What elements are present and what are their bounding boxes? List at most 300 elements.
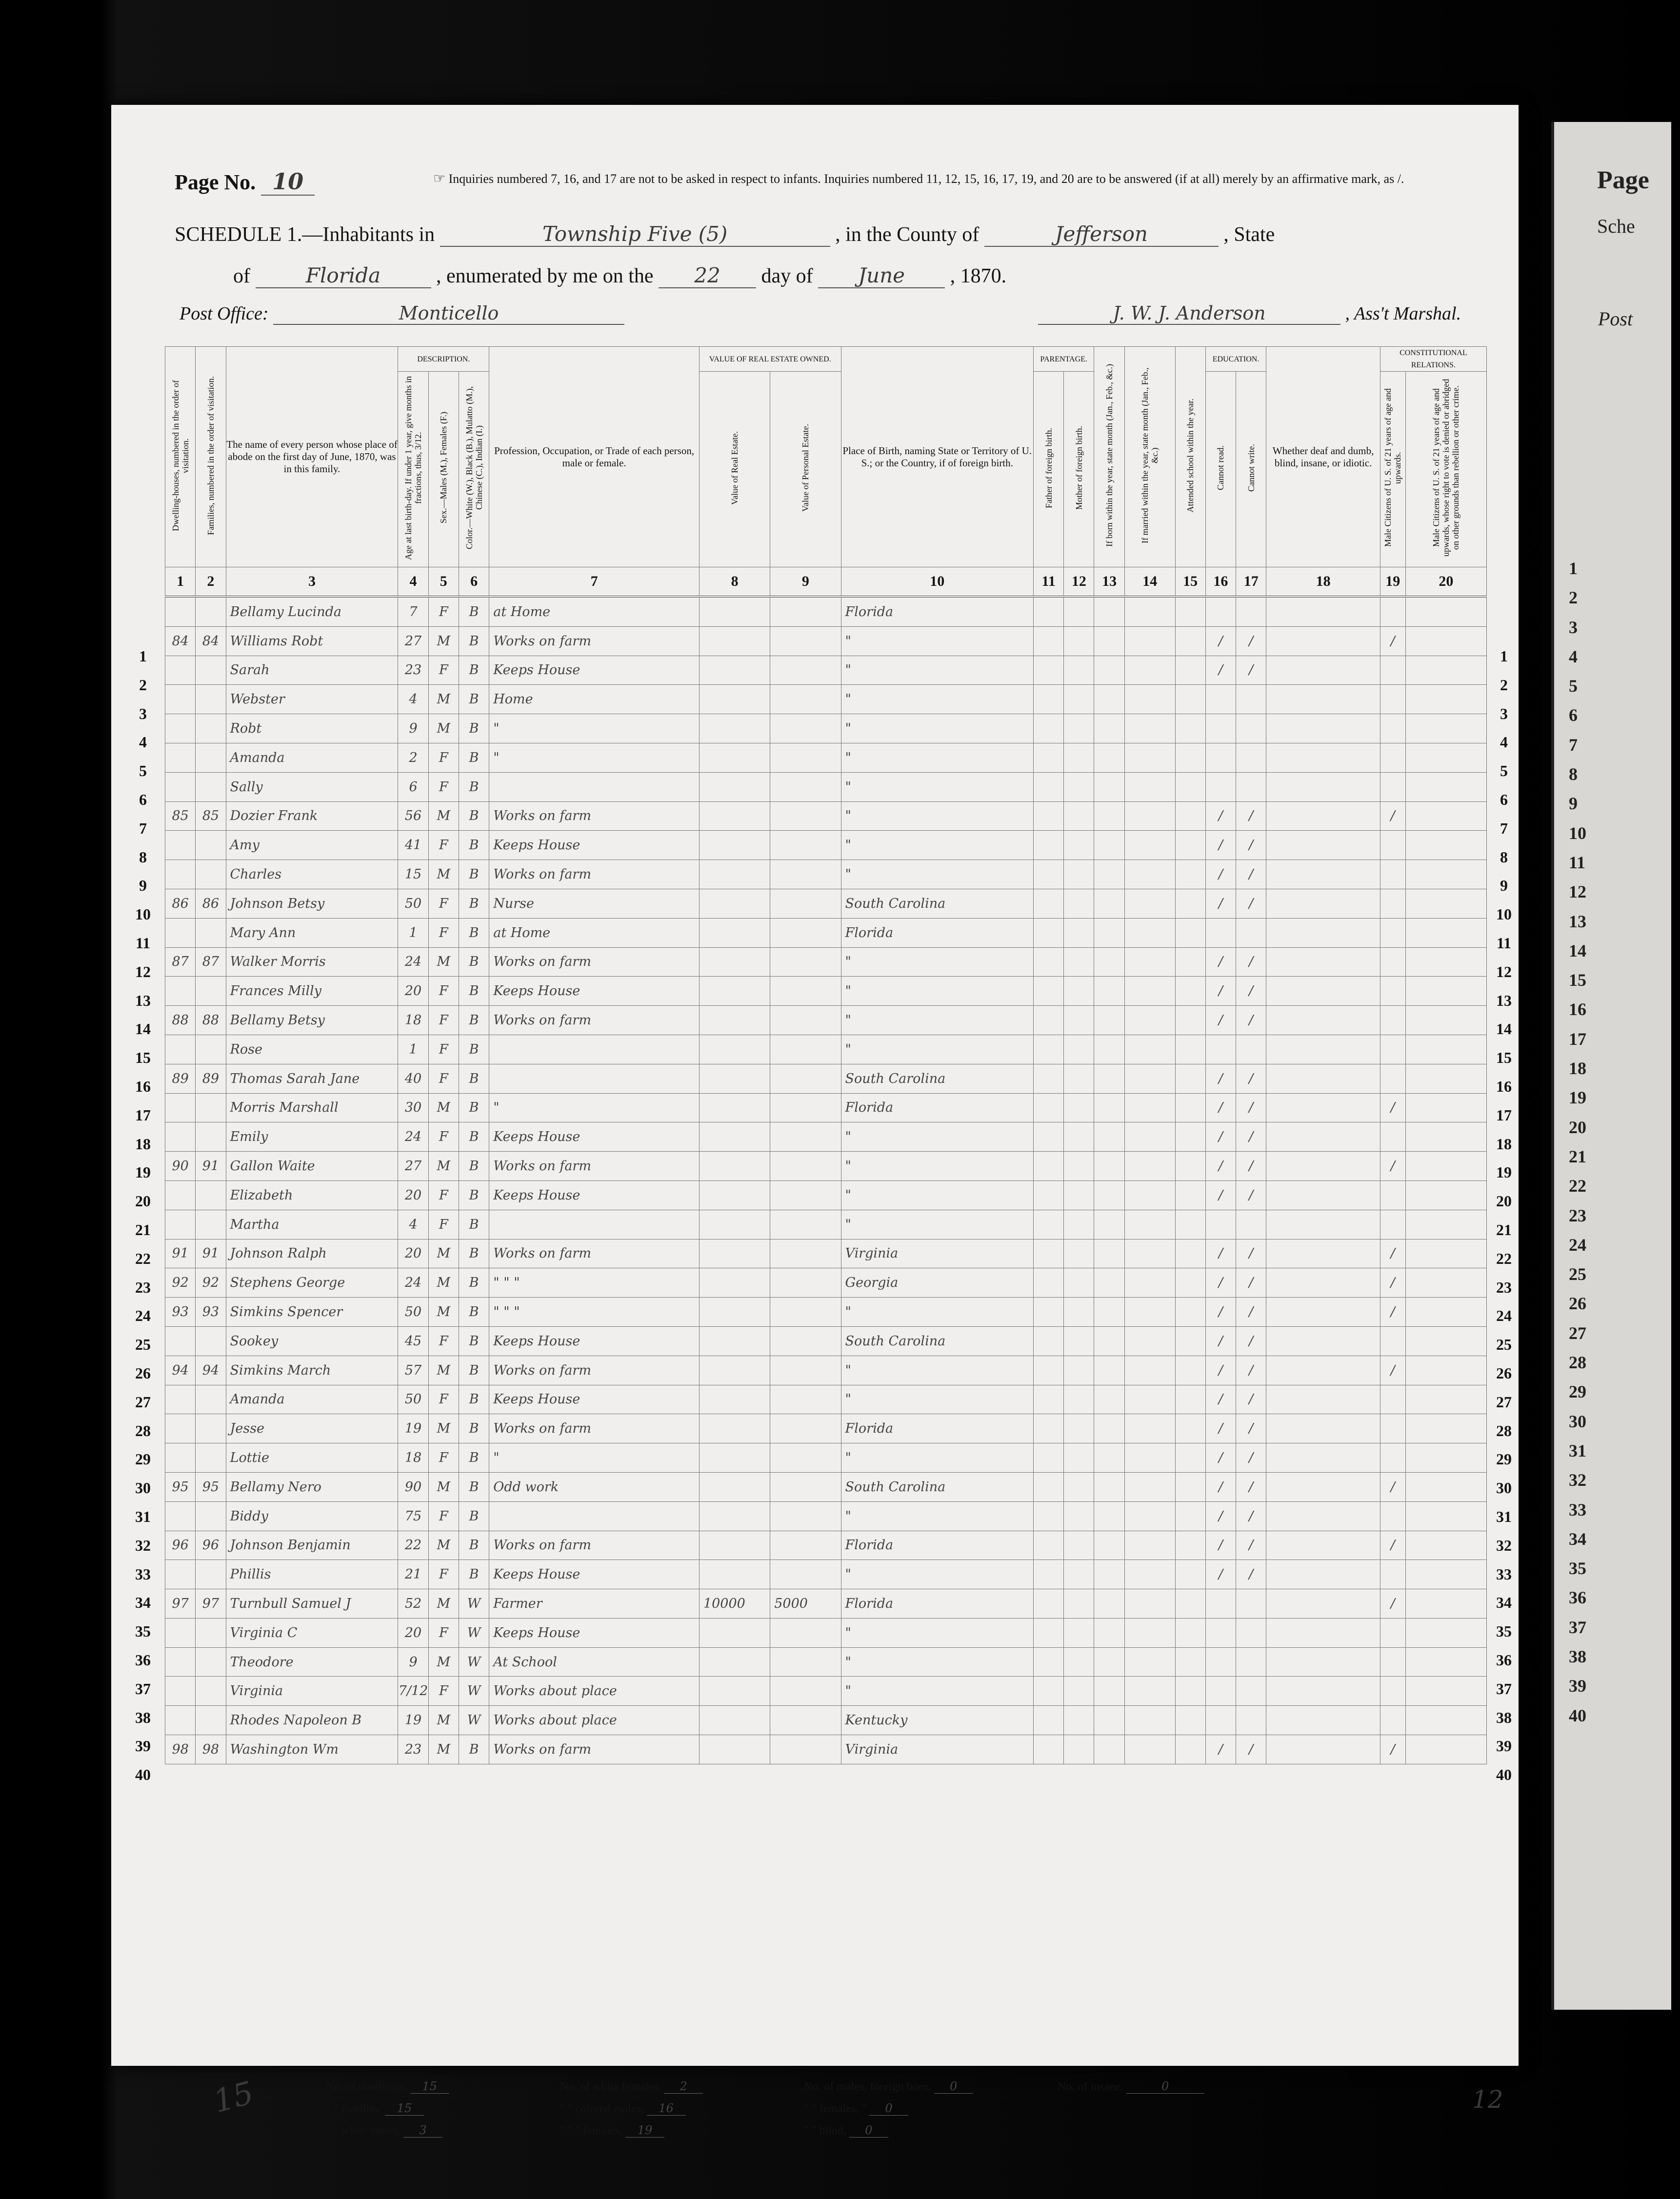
cell-occ: at Home [489, 918, 700, 947]
cell-birth: " [841, 977, 1033, 1006]
cell-sex: M [428, 1356, 459, 1385]
cell-color: B [459, 947, 489, 977]
table-row [165, 1560, 1487, 1589]
cell-d [165, 772, 196, 801]
cell-empty [1124, 1356, 1175, 1385]
cell-d [165, 1122, 196, 1152]
cell-name: Biddy [226, 1501, 398, 1531]
cell-d [165, 685, 196, 714]
adjacent-line-number: 30 [1569, 1411, 1586, 1431]
cell-empty [1094, 1735, 1124, 1764]
cell-empty [1094, 860, 1124, 889]
cell-empty [1175, 1385, 1205, 1414]
cell-empty [1033, 1531, 1063, 1560]
cell-read: / [1205, 947, 1236, 977]
adjacent-line-number: 27 [1569, 1323, 1586, 1343]
cell-f: 95 [196, 1472, 226, 1501]
cell-occ: Keeps House [489, 1180, 700, 1210]
cell-val_real [699, 1180, 770, 1210]
cell-val_real [699, 1677, 770, 1706]
cell-birth: " [841, 685, 1033, 714]
cell-f: 86 [196, 889, 226, 918]
cell-name: Johnson Benjamin [226, 1531, 398, 1560]
cell-name: Dozier Frank [226, 801, 398, 831]
cell-sex: M [428, 1239, 459, 1268]
table-row [165, 947, 1487, 977]
cell-cit [1380, 1501, 1405, 1531]
cell-empty [1064, 1180, 1094, 1210]
cell-age: 50 [398, 1385, 428, 1414]
cell-cit [1380, 714, 1405, 743]
line-number: 40 [135, 1766, 151, 1784]
column-number: 18 [1266, 567, 1380, 597]
cell-write [1236, 743, 1266, 772]
cell-name: Lottie [226, 1443, 398, 1473]
cell-sex: M [428, 1152, 459, 1181]
col-11-header: Father of foreign birth. [1033, 372, 1063, 567]
adjacent-line-number: 23 [1569, 1205, 1586, 1225]
cell-sex: M [428, 1531, 459, 1560]
cell-empty [1094, 1180, 1124, 1210]
cell-write [1236, 772, 1266, 801]
cell-occ: Works on farm [489, 1356, 700, 1385]
line-number: 26 [135, 1364, 151, 1382]
cell-read: / [1205, 1560, 1236, 1589]
table-row [165, 1385, 1487, 1414]
cell-val_real [699, 1735, 770, 1764]
cell-empty [1064, 831, 1094, 860]
cell-occ [489, 1501, 700, 1531]
line-number: 9 [1500, 877, 1508, 895]
col-14-header: If married within the year, state month (Jan., Feb., &c.) [1124, 347, 1175, 567]
line-number: 5 [1500, 762, 1508, 780]
cell-color: B [459, 977, 489, 1006]
line-number: 34 [135, 1594, 151, 1612]
cell-color: B [459, 1006, 489, 1035]
cell-occ: " " " [489, 1298, 700, 1327]
cell-write [1236, 1589, 1266, 1619]
cell-empty [1064, 1618, 1094, 1647]
table-row [165, 1122, 1487, 1152]
cell-empty [1064, 801, 1094, 831]
page-no-label: Page No. [175, 170, 256, 194]
cell-f [196, 1035, 226, 1064]
cell-empty [1064, 1239, 1094, 1268]
table-row [165, 977, 1487, 1006]
table-row [165, 1647, 1487, 1677]
cell-sex: F [428, 1210, 459, 1239]
cell-sex: F [428, 1677, 459, 1706]
cell-empty [1064, 977, 1094, 1006]
cell-sex: F [428, 656, 459, 685]
cell-val_real [699, 1501, 770, 1531]
cell-sex: M [428, 947, 459, 977]
cell-write [1236, 1677, 1266, 1706]
cell-d: 84 [165, 626, 196, 656]
cell-empty [1124, 1589, 1175, 1619]
cell-empty [1064, 626, 1094, 656]
cell-empty [1266, 1677, 1380, 1706]
line-number: 36 [1496, 1651, 1512, 1669]
line-number: 8 [139, 848, 147, 866]
cell-f [196, 918, 226, 947]
census-sheet [111, 105, 1519, 2137]
line-number: 4 [139, 733, 147, 751]
cell-empty [1094, 1443, 1124, 1473]
cell-name: Sally [226, 772, 398, 801]
cell-empty [1124, 1735, 1175, 1764]
cell-val_pers [770, 1152, 841, 1181]
cell-name: Johnson Ralph [226, 1239, 398, 1268]
cell-empty [1405, 801, 1486, 831]
line-number: 7 [1500, 819, 1508, 837]
cell-val_real [699, 831, 770, 860]
cell-empty [1033, 801, 1063, 831]
table-row [165, 656, 1487, 685]
cell-name: Virginia [226, 1677, 398, 1706]
cell-occ: Works on farm [489, 626, 700, 656]
adjacent-post-label: Post [1598, 308, 1633, 330]
cell-f: 93 [196, 1298, 226, 1327]
cell-cit: / [1380, 1531, 1405, 1560]
cell-cit [1380, 1677, 1405, 1706]
cell-empty [1033, 1122, 1063, 1152]
adjacent-line-number: 40 [1569, 1705, 1586, 1725]
cell-d: 92 [165, 1268, 196, 1298]
cell-read: / [1205, 801, 1236, 831]
cell-empty [1064, 743, 1094, 772]
cell-birth: " [841, 1356, 1033, 1385]
cell-empty [1094, 1385, 1124, 1414]
line-number: 6 [139, 791, 147, 808]
cell-val_pers [770, 1356, 841, 1385]
line-number: 40 [1496, 1766, 1512, 1784]
cell-cit [1380, 685, 1405, 714]
cell-empty [1033, 743, 1063, 772]
cell-empty [1124, 772, 1175, 801]
cell-color: B [459, 1210, 489, 1239]
cell-age: 18 [398, 1006, 428, 1035]
cell-d [165, 1706, 196, 1735]
adjacent-line-number: 3 [1569, 617, 1578, 637]
cell-empty [1266, 772, 1380, 801]
cell-occ: Works about place [489, 1677, 700, 1706]
column-number: 7 [489, 567, 700, 597]
cell-read: / [1205, 656, 1236, 685]
line-number: 25 [1496, 1336, 1512, 1354]
cell-empty [1266, 1152, 1380, 1181]
cell-d: 88 [165, 1006, 196, 1035]
cell-empty [1124, 1152, 1175, 1181]
cell-empty [1405, 1239, 1486, 1268]
cell-write: / [1236, 1531, 1266, 1560]
cell-birth: Florida [841, 1414, 1033, 1443]
column-number: 6 [459, 567, 489, 597]
cell-empty [1266, 1735, 1380, 1764]
cell-val_real: 10000 [699, 1589, 770, 1619]
cell-empty [1124, 1706, 1175, 1735]
cell-color: B [459, 626, 489, 656]
table-row [165, 597, 1487, 626]
cell-val_real [699, 626, 770, 656]
cell-occ: " " " [489, 1268, 700, 1298]
col-6-header: Color.—White (W.), Black (B.), Mulatto (M.), Chinese (C.), Indian (I.) [459, 372, 489, 567]
cell-d [165, 714, 196, 743]
cell-val_real [699, 1531, 770, 1560]
cell-val_real [699, 1035, 770, 1064]
cell-read: / [1205, 1180, 1236, 1210]
cell-empty [1064, 597, 1094, 626]
cell-empty [1124, 1501, 1175, 1531]
cell-empty [1175, 714, 1205, 743]
cell-empty [1124, 626, 1175, 656]
line-number: 21 [135, 1221, 151, 1239]
cell-name: Amanda [226, 743, 398, 772]
cell-cit [1380, 977, 1405, 1006]
cell-empty [1033, 1093, 1063, 1122]
cell-empty [1266, 1093, 1380, 1122]
cell-empty [1266, 656, 1380, 685]
column-number: 19 [1380, 567, 1405, 597]
cell-f [196, 1093, 226, 1122]
cell-d: 94 [165, 1356, 196, 1385]
cell-f: 96 [196, 1531, 226, 1560]
cell-color: B [459, 1064, 489, 1093]
cell-color: B [459, 714, 489, 743]
summary-dwellings: No. of dwellings, 15 [326, 2079, 449, 2094]
cell-sex: M [428, 801, 459, 831]
cell-occ: Keeps House [489, 831, 700, 860]
cell-empty [1266, 597, 1380, 626]
line-number: 20 [1496, 1192, 1512, 1210]
cell-sex: F [428, 1326, 459, 1356]
cell-empty [1064, 1122, 1094, 1152]
cell-f: 84 [196, 626, 226, 656]
day-of-label: day of [761, 265, 813, 287]
line-number: 2 [1500, 676, 1508, 694]
cell-read [1205, 1706, 1236, 1735]
cell-sex: M [428, 1298, 459, 1327]
cell-sex: F [428, 1180, 459, 1210]
cell-f: 98 [196, 1735, 226, 1764]
cell-cit [1380, 889, 1405, 918]
cell-write: / [1236, 831, 1266, 860]
cell-birth: Florida [841, 1531, 1033, 1560]
cell-val_real [699, 656, 770, 685]
adjacent-line-number: 34 [1569, 1529, 1586, 1549]
cell-empty [1124, 685, 1175, 714]
cell-empty [1124, 1560, 1175, 1589]
cell-empty [1175, 1152, 1205, 1181]
cell-empty [1405, 977, 1486, 1006]
cell-empty [1033, 831, 1063, 860]
cell-empty [1064, 772, 1094, 801]
cell-f [196, 1385, 226, 1414]
cell-birth: " [841, 1180, 1033, 1210]
cell-empty [1124, 1531, 1175, 1560]
cell-age: 40 [398, 1064, 428, 1093]
cell-empty [1175, 947, 1205, 977]
cell-empty [1405, 685, 1486, 714]
cell-empty [1175, 1093, 1205, 1122]
cell-empty [1266, 1180, 1380, 1210]
column-number: 5 [428, 567, 459, 597]
table-row [165, 1064, 1487, 1093]
cell-color: B [459, 1501, 489, 1531]
cell-val_real [699, 714, 770, 743]
table-row [165, 831, 1487, 860]
cell-name: Williams Robt [226, 626, 398, 656]
table-row [165, 1326, 1487, 1356]
cell-write [1236, 1210, 1266, 1239]
cell-age: 1 [398, 1035, 428, 1064]
cell-write [1236, 1647, 1266, 1677]
cell-color: B [459, 831, 489, 860]
column-number: 12 [1064, 567, 1094, 597]
marshal-signature: J. W. J. Anderson [1038, 302, 1340, 325]
adjacent-line-number: 14 [1569, 940, 1586, 960]
summary-white-females: No. of white females, 2 [560, 2079, 703, 2094]
cell-val_pers [770, 685, 841, 714]
cell-empty [1033, 1501, 1063, 1531]
cell-empty [1405, 1560, 1486, 1589]
cell-empty [1064, 1414, 1094, 1443]
cell-empty [1175, 1180, 1205, 1210]
line-number: 35 [135, 1622, 151, 1640]
cell-read: / [1205, 1152, 1236, 1181]
cell-occ: Nurse [489, 889, 700, 918]
cell-empty [1405, 597, 1486, 626]
cell-d [165, 1677, 196, 1706]
cell-empty [1033, 1589, 1063, 1619]
cell-write: / [1236, 1443, 1266, 1473]
cell-age: 90 [398, 1472, 428, 1501]
cell-occ: " [489, 1093, 700, 1122]
cell-birth: South Carolina [841, 889, 1033, 918]
cell-birth: " [841, 656, 1033, 685]
cell-name: Turnbull Samuel J [226, 1589, 398, 1619]
cell-write: / [1236, 1472, 1266, 1501]
cell-empty [1094, 977, 1124, 1006]
line-number: 11 [1496, 934, 1512, 952]
cell-name: Stephens George [226, 1268, 398, 1298]
cell-d [165, 1093, 196, 1122]
cell-f [196, 1647, 226, 1677]
cell-color: B [459, 772, 489, 801]
cell-f [196, 743, 226, 772]
cell-name: Sarah [226, 656, 398, 685]
cell-name: Simkins Spencer [226, 1298, 398, 1327]
cell-empty [1405, 1006, 1486, 1035]
cell-empty [1175, 1239, 1205, 1268]
cell-write: / [1236, 801, 1266, 831]
cell-name: Amanda [226, 1385, 398, 1414]
cell-occ [489, 1210, 700, 1239]
cell-read: / [1205, 889, 1236, 918]
cell-empty [1094, 1064, 1124, 1093]
cell-age: 20 [398, 1239, 428, 1268]
cell-d [165, 918, 196, 947]
cell-d: 87 [165, 947, 196, 977]
table-row [165, 1035, 1487, 1064]
col-7-header: Profession, Occupation, or Trade of each person, male or female. [489, 347, 700, 567]
cell-name: Robt [226, 714, 398, 743]
cell-color: B [459, 918, 489, 947]
cell-occ: Works on farm [489, 1006, 700, 1035]
cell-name: Emily [226, 1122, 398, 1152]
cell-f [196, 685, 226, 714]
cell-read: / [1205, 626, 1236, 656]
cell-val_real [699, 1385, 770, 1414]
adjacent-line-number: 33 [1569, 1499, 1586, 1519]
cell-empty [1405, 1618, 1486, 1647]
adjacent-line-number: 32 [1569, 1470, 1586, 1490]
cell-empty [1175, 1560, 1205, 1589]
cell-age: 21 [398, 1560, 428, 1589]
cell-name: Sookey [226, 1326, 398, 1356]
cell-empty [1266, 1326, 1380, 1356]
cell-empty [1266, 1356, 1380, 1385]
line-number: 30 [135, 1479, 151, 1497]
summary-white-males: " " white males, 3 [326, 2123, 442, 2138]
census-rows [165, 597, 1487, 1764]
cell-empty [1175, 977, 1205, 1006]
cell-empty [1405, 1326, 1486, 1356]
cell-f: 94 [196, 1356, 226, 1385]
line-number: 9 [139, 877, 147, 895]
cell-write: / [1236, 1006, 1266, 1035]
cell-val_real [699, 1326, 770, 1356]
cell-f [196, 1210, 226, 1239]
cell-empty [1175, 1298, 1205, 1327]
cell-d: 98 [165, 1735, 196, 1764]
cell-empty [1266, 743, 1380, 772]
cell-empty [1064, 1706, 1094, 1735]
cell-empty [1124, 1093, 1175, 1122]
cell-sex: F [428, 1385, 459, 1414]
cell-name: Virginia C [226, 1618, 398, 1647]
cell-sex: F [428, 1006, 459, 1035]
adjacent-line-number: 35 [1569, 1559, 1586, 1579]
cell-empty [1266, 860, 1380, 889]
cell-empty [1064, 1501, 1094, 1531]
cell-birth: " [841, 1385, 1033, 1414]
cell-empty [1405, 1589, 1486, 1619]
line-number: 22 [1496, 1249, 1512, 1267]
cell-empty [1266, 1501, 1380, 1531]
cell-empty [1033, 1735, 1063, 1764]
cell-val_pers [770, 860, 841, 889]
cell-empty [1266, 1122, 1380, 1152]
cell-empty [1033, 1677, 1063, 1706]
cell-occ: Works on farm [489, 947, 700, 977]
cell-empty [1266, 1589, 1380, 1619]
cell-name: Charles [226, 860, 398, 889]
line-number: 14 [135, 1020, 151, 1038]
cell-cit: / [1380, 1152, 1405, 1181]
cell-d [165, 1443, 196, 1473]
cell-empty [1064, 1210, 1094, 1239]
cell-empty [1124, 860, 1175, 889]
line-number: 11 [135, 934, 151, 952]
cell-read [1205, 918, 1236, 947]
cell-color: B [459, 801, 489, 831]
post-office-line [180, 302, 624, 325]
table-row [165, 1356, 1487, 1385]
cell-birth: South Carolina [841, 1326, 1033, 1356]
cell-empty [1266, 947, 1380, 977]
cell-birth: Kentucky [841, 1706, 1033, 1735]
